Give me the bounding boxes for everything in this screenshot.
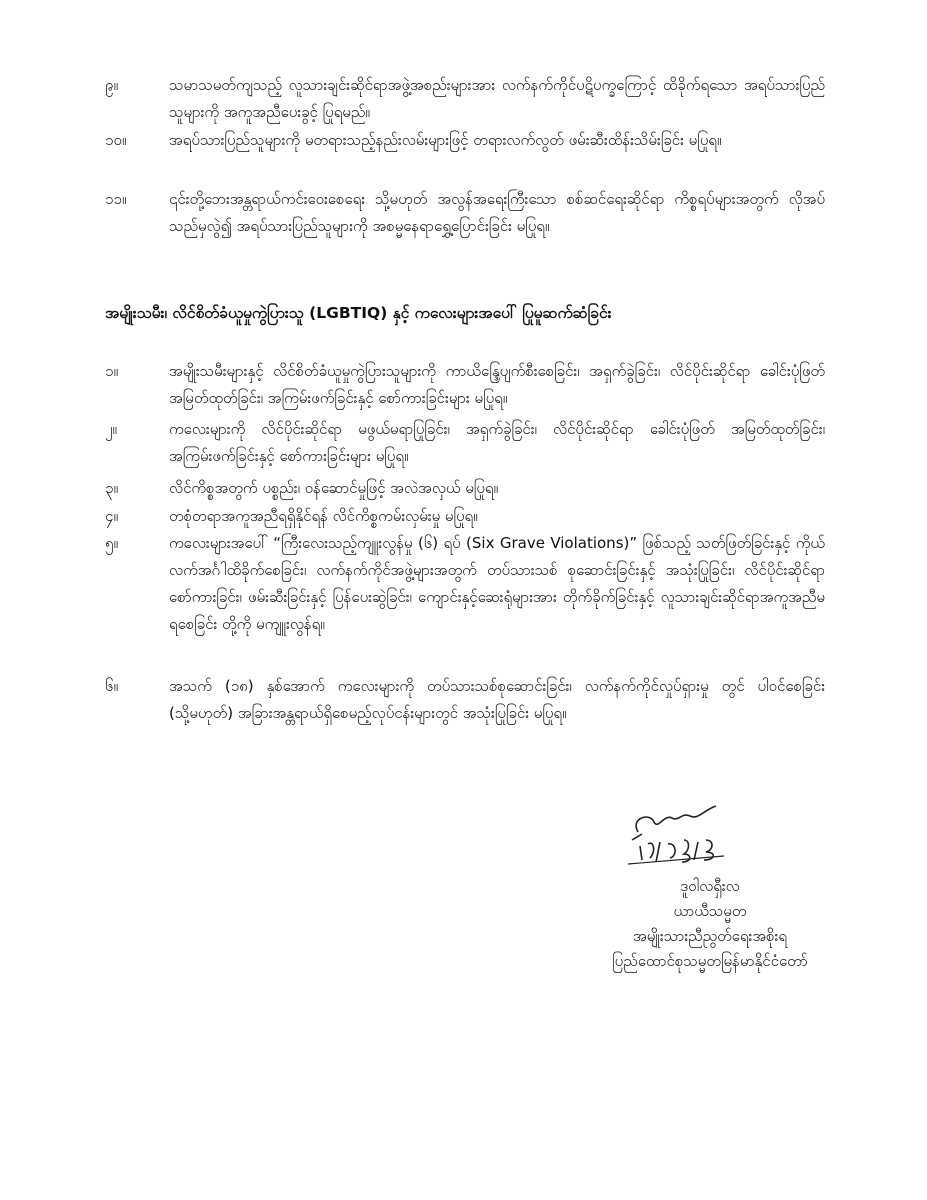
item-text: အမျိုးသမီးများနှင့် လိင်စိတ်ခံယူမှုကွဲပြားသူများကို ကာယိန္ဒြေပျက်စီးစေခြင်း၊ အရှက်ခွဲခြင်း၊ လိင်ပိုင်းဆိုင်ရာ ခေါင်းပုံဖြတ်အမြတ်ထုတ်ခြင်း၊ အကြမ်းဖက်ခြင်းနှင့် စော်ကားခြင်းများ မပြုရ။ bbox=[169, 362, 825, 407]
item-number: ၄။ bbox=[105, 507, 118, 525]
signatory-name: ဒူဝါလရှီးလ bbox=[680, 877, 740, 895]
signatory-department: အမျိုးသားညီညွတ်ရေးအစိုးရ bbox=[633, 927, 787, 945]
list-item bbox=[105, 475, 825, 502]
item-text: ကလေးများအပေါ် “ကြီးလေးသည့်ကျူးလွန်မှု (၆) ရပ် (Six Grave Violations)” ဖြစ်သည့် သတ်ဖြတ်ခြင်းနှင့် ကိုယ်လက်အင်္ဂါထိခိုက်စေခြင်း၊ လက်နက်ကိုင်အဖွဲ့များအတွက် တပ်သားသစ် စုဆောင်းခြင်းနှင့် အသုံးပြုခြင်း၊ လိင်ပိုင်းဆိုင်ရာစော်ကားခြင်း၊ ဖမ်းဆီးခြင်းနှင့် ပြန်ပေးဆွဲခြင်း၊ ကျောင်းနှင့်ဆေးရုံများအား တိုက်ခိုက်ခြင်းနှင့် လူသားချင်းဆိုင်ရာအကူအညီမရစေခြင်း တို့ကို မကျူးလွန်ရ။ bbox=[169, 534, 825, 633]
list-item bbox=[105, 72, 825, 126]
handwritten-signature bbox=[620, 800, 780, 870]
item-number: ၆။ bbox=[105, 677, 118, 695]
item-number: ၉။ bbox=[105, 76, 118, 94]
list-item bbox=[105, 503, 825, 530]
item-text: အသက် (၁၈) နှစ်အောက် ကလေးများကို တပ်သားသစ်စုဆောင်းခြင်း၊ လက်နက်ကိုင်လှုပ်ရှားမှု တွင် ပါဝင်စေခြင်း (သို့မဟုတ်) အခြားအန္တရာယ်ရှိစေမည့်လုပ်ငန်းများတွင် အသုံးပြုခြင်း မပြုရ။ bbox=[169, 677, 825, 722]
list-item bbox=[105, 358, 825, 412]
item-number: ၁၁။ bbox=[105, 190, 127, 208]
item-text: အရပ်သားပြည်သူများကို မတရားသည့်နည်းလမ်းများဖြင့် တရားလက်လွတ် ဖမ်းဆီးထိန်းသိမ်းခြင်း မပြုရ။ bbox=[169, 131, 722, 149]
list-item bbox=[105, 186, 825, 240]
list-item bbox=[105, 416, 825, 470]
item-number: ၁။ bbox=[105, 362, 118, 380]
list-item bbox=[105, 530, 825, 638]
item-number: ၁၀။ bbox=[105, 131, 127, 149]
item-text: တစုံတရာအကူအညီရရှိနိုင်ရန် လိင်ကိစ္စကမ်းလှမ်းမှု မပြုရ။ bbox=[169, 507, 478, 525]
signatory-country: ပြည်ထောင်စုသမ္မတမြန်မာနိုင်ငံတော် bbox=[612, 952, 808, 970]
signatory-title: ယာယီသမ္မတ bbox=[673, 902, 747, 920]
list-item bbox=[105, 673, 825, 727]
list-item bbox=[105, 127, 825, 154]
item-number: ၃။ bbox=[105, 479, 118, 497]
item-text: သမာသမတ်ကျသည့် လူသားချင်းဆိုင်ရာအဖွဲ့အစည်းများအား လက်နက်ကိုင်ပဋိပက္ခကြောင့် ထိခိုက်ရသော အရပ်သားပြည်သူများကို အကူအညီပေးခွင့် ပြုရမည်။ bbox=[169, 76, 825, 121]
item-text: ၎င်းတို့ဘေးအန္တရာယ်ကင်းဝေးစေရေး သို့မဟုတ် အလွန်အရေးကြီးသော စစ်ဆင်ရေးဆိုင်ရာ ကိစ္စရပ်များအတွက် လိုအပ်သည်မှလွဲ၍ အရပ်သားပြည်သူများကို အစမ္မနေရာရွှေ့ပြောင်းခြင်း မပြုရ။ bbox=[169, 190, 825, 235]
item-text: ကလေးများကို လိင်ပိုင်းဆိုင်ရာ မဖွယ်မရာပြုခြင်း၊ အရှက်ခွဲခြင်း၊ လိင်ပိုင်းဆိုင်ရာ ခေါင်းပုံဖြတ် အမြတ်ထုတ်ခြင်း၊ အကြမ်းဖက်ခြင်းနှင့် စော်ကားခြင်းများ မပြုရ။ bbox=[169, 420, 825, 465]
item-text: လိင်ကိစ္စအတွက် ပစ္စည်း၊ ဝန်ဆောင်မှုဖြင့် အလဲအလှယ် မပြုရ။ bbox=[169, 479, 499, 497]
item-number: ၅။ bbox=[105, 534, 118, 552]
section-heading: အမျိုးသမီး၊ လိင်စိတ်ခံယူမှုကွဲပြားသူ (LGBTIQ) နှင့် ကလေးများအပေါ် ပြုမူဆက်ဆံခြင်း bbox=[105, 304, 612, 322]
item-number: ၂။ bbox=[105, 420, 117, 438]
